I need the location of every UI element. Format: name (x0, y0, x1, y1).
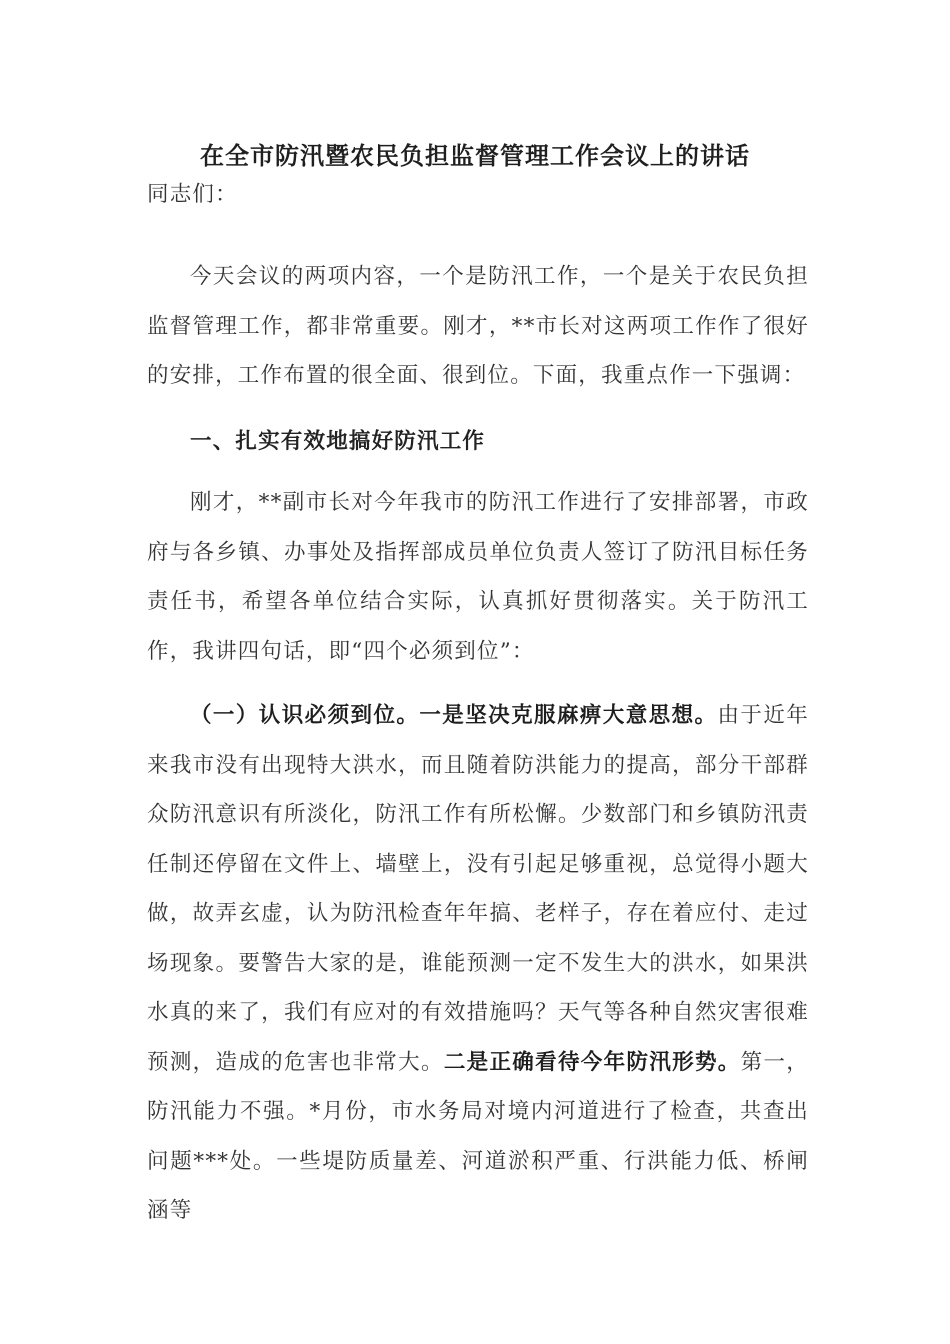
section1-paragraph: 刚才，**副市长对今年我市的防汛工作进行了安排部署，市政府与各乡镇、办事处及指挥部成员单位负责人签订了防汛目标任务责任书，希望各单位结合实际，认真抓好贯彻落实。关于防汛工作，我讲四句话，即“四个必须到位”： (147, 490, 809, 664)
subsection-paragraph (147, 691, 809, 1236)
section1-block (147, 478, 809, 676)
document-title: 在全市防汛暨农民负担监督管理工作会议上的讲话 (200, 141, 750, 170)
salutation: 同志们： (147, 182, 238, 207)
subsection1-text: 由于近年来我市没有出现特大洪水，而且随着防洪能力的提高，部分干部群众防汛意识有所淡化，防汛工作有所松懈。少数部门和乡镇防汛责任制还停留在文件上、墙壁上，没有引起足够重视，总觉得小题大做，故弄玄虚，认为防汛检查年年搞、老样子，存在着应付、走过场现象。要警告大家的是，谁能预测一定不发生大的洪水，如果洪水真的来了，我们有应对的有效措施吗？天气等各种自然灾害很难预测，造成的危害也非常大。 (147, 703, 809, 1075)
salutation-block (147, 170, 809, 220)
subsection-block (147, 691, 809, 1236)
section-heading: 一、扎实有效地搞好防汛工作 (190, 429, 486, 454)
intro-paragraph: 今天会议的两项内容，一个是防汛工作，一个是关于农民负担监督管理工作，都非常重要。刚才，**市长对这两项工作作了很好的安排，工作布置的很全面、很到位。下面，我重点作一下强调： (147, 264, 809, 388)
subsection1-lead: （一）认识必须到位。一是坚决克服麻痹大意思想。 (190, 703, 718, 728)
subsection2-lead: 二是正确看待今年防汛形势。 (443, 1049, 741, 1075)
intro-block (147, 252, 809, 401)
subsection2-text: 第一，防汛能力不强。*月份，市水务局对境内河道进行了检查，共查出问题***处。一些堤防质量差、河道淤积严重、行洪能力低、桥闸涵等 (147, 1049, 809, 1223)
